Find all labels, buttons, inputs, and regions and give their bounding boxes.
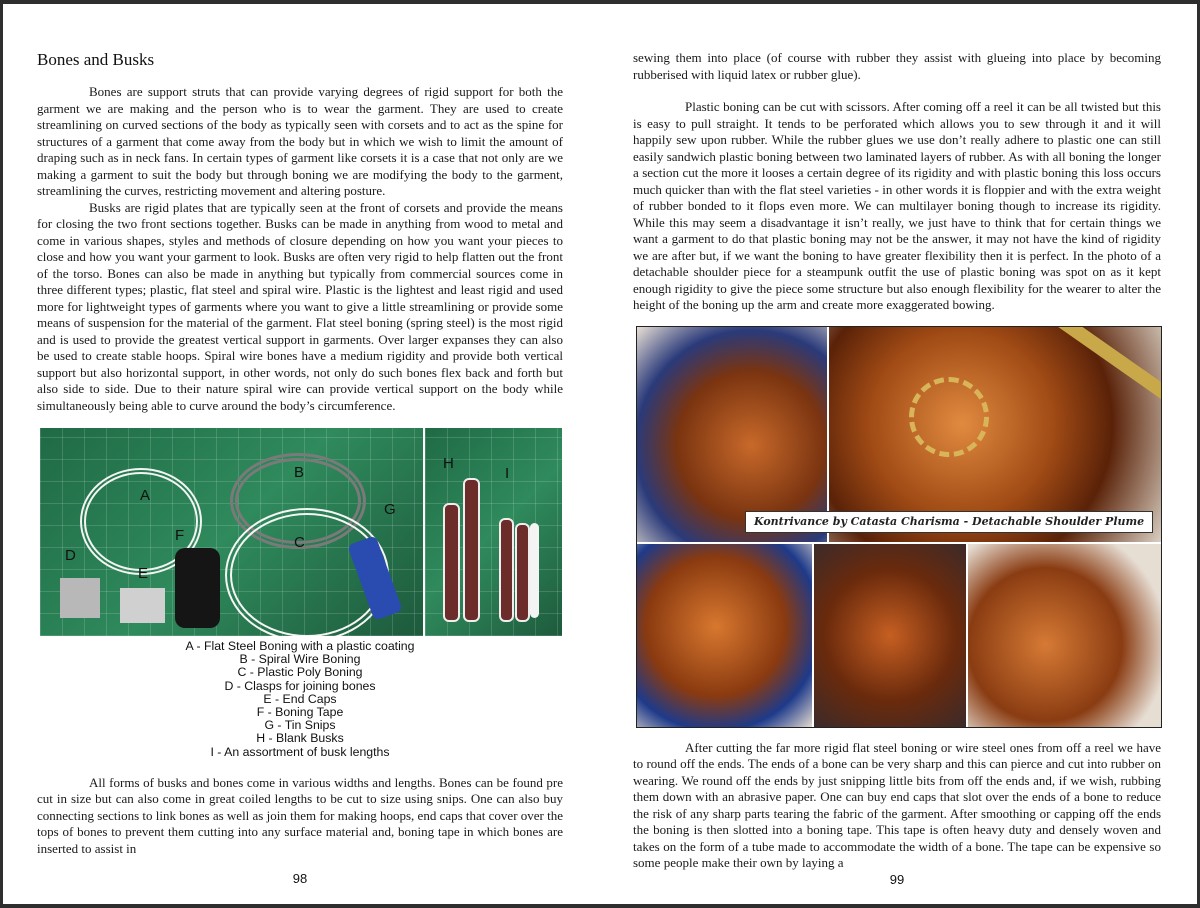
photo-label-i: I xyxy=(505,465,510,482)
photo-label-a: A xyxy=(140,487,151,504)
photo-caption-list xyxy=(37,640,563,759)
paragraph: Plastic boning can be cut with scissors. After coming off a reel it can be all twisted but this is easy to pull straight. It tends to be perforated which allows you to sew through it and it will happily sew upon rubber. While the rubber glues we use don’t really adhere to plastic one can still easily sandwich plastic boning between two laminated layers of rubber. As with all boning the longer a section cut the more it looses a certain degree of its rigidity and with plastic boning this loss occurs much quicker than with the flat steel varieties - in other words it is floppier and with the extra weight of rubber bonded to it flops even more. We can multilayer boning though to increase its rigidity. While this may seem a disadvantage it isn’t really, we just have to think that for certain things we want a garment to do that plastic boning may not be the answer, it may not have the kind of rigidity we are after but, if we want the boning to have greater flexibility then it is perfect. In the photo of a detachable shoulder piece for a steampunk outfit the use of plastic boning was spot on as it kept enough rigidity to give the piece some structure but also enough flexibility for the wearer to alter the height of the boning up the arm and create more exaggerated bowing. xyxy=(633,99,1161,312)
busks-photo xyxy=(425,428,562,636)
caption-item: A - Flat Steel Boning with a plastic coating xyxy=(185,639,415,653)
photo-label-d: D xyxy=(65,547,76,564)
photo-label-f: F xyxy=(175,527,185,544)
paragraph: Bones are support struts that can provide varying degrees of rigid support for both the garment we are making and the person who is to wear the garment. They are used to create streamlining on curved sections of the body as typically seen with corsets and to act as the spine for structures of a garment that come away from the body but in which we wish to limit the amount of draping such as in neck fans. In certain types of garment like corsets it is a case that not only are we making a garment to suit the body but through boning we are modifying the body to the garment, streamlining the curves, restricting movement and altering posture. xyxy=(37,84,563,198)
right-bottom-text xyxy=(633,740,1161,872)
photo-label-c: C xyxy=(294,534,305,551)
caption-item: H - Blank Busks xyxy=(256,731,344,746)
caption-item: F - Boning Tape xyxy=(256,705,344,720)
paragraph: sewing them into place (of course with rubber they assist with glueing into place by becoming rubberised with liquid latex or rubber glue). xyxy=(633,50,1161,82)
left-intro-text xyxy=(37,84,563,414)
paragraph: Busks are rigid plates that are typically seen at the front of corsets and provide the means for closing the two front sections together. Busks can be made in anything from wood to metal and come in various shapes, styles and methods of closure depending on how you want your pieces to close and how you want your garment to look. Busks are often very rigid to help flatten out the front of the torso. Bones can also be made in anything but typically from commercial sources come in three different types; plastic, flat steel and spiral wire. Plastic is the lightest and least rigid and used more for lightweight types of garments where you want to give a little streamlining or provide some means of suspension for the material of the garment. Flat steel boning (spring steel) is the most rigid and is used to provide the greatest vertical support in garments. Over larger expanses they can also be used to create stable hoops. Spiral wire bones have a medium rigidity and provide both vertical support but also horizontal support, in other words, not only do such bones flex back and forth but also side to side. Due to their nature spiral wire can provide vertical support on the body while simultaneously being able to curve around the body’s circumference. xyxy=(37,199,563,413)
caption-item: I - An assortment of busk lengths xyxy=(210,744,390,759)
caption-item: D - Clasps for joining bones xyxy=(224,678,376,693)
caption-item: G - Tin Snips xyxy=(264,718,336,733)
paragraph: All forms of busks and bones come in various widths and lengths. Bones can be found pre cut in size but can also come in great coiled lengths to be cut to size using snips. One can also buy connecting sections to link bones as well as join them for making hoops, end caps that cover over the tops of bones to prevent them cutting into any surface material and, boning tape in which bones are inserted to assist in xyxy=(37,774,564,856)
photo-row xyxy=(40,428,563,636)
caption-item: E - End Caps xyxy=(263,691,337,706)
photo-label-e: E xyxy=(138,565,149,582)
photo-label-g: G xyxy=(384,501,396,518)
page-number-left: 98 xyxy=(292,871,308,887)
paragraph: After cutting the far more rigid flat steel boning or wire steel ones from off a reel we have to round off the ends. The ends of a bone can be very sharp and this can pierce and cut into rubber on wearing. We round off the ends by just snipping little bits from off the ends and, if we wish, rubbing them down with an abrasive paper. One can buy end caps that slot over the ends of a bone to reduce the risk of any sharp parts tearing the fabric of the garment. After smoothing or capping off the ends the boning is then slotted into a boning tape. This tape is often heavy duty and densely woven and takes on the form of a tube made to accommodate the width of a bone. The tape can be expensive so some people make their own by laying a xyxy=(633,739,1161,870)
left-closing-text xyxy=(37,775,563,858)
page-number-right: 99 xyxy=(889,871,905,887)
right-top-text xyxy=(633,50,1161,314)
photo-label-h: H xyxy=(443,455,454,472)
left-page xyxy=(37,50,563,887)
caption-item: B - Spiral Wire Boning xyxy=(239,652,361,667)
boning-supplies-photo xyxy=(40,428,423,636)
shoulder-plume-photo-collage xyxy=(636,326,1162,728)
photo-label-b: B xyxy=(294,464,305,481)
caption-item: C - Plastic Poly Boning xyxy=(237,665,363,680)
section-title: Bones and Busks xyxy=(37,50,155,69)
photo-credit-caption: Kontrivance by Catasta Charisma - Detachable Shoulder Plume xyxy=(745,511,1153,533)
right-page xyxy=(633,50,1161,888)
